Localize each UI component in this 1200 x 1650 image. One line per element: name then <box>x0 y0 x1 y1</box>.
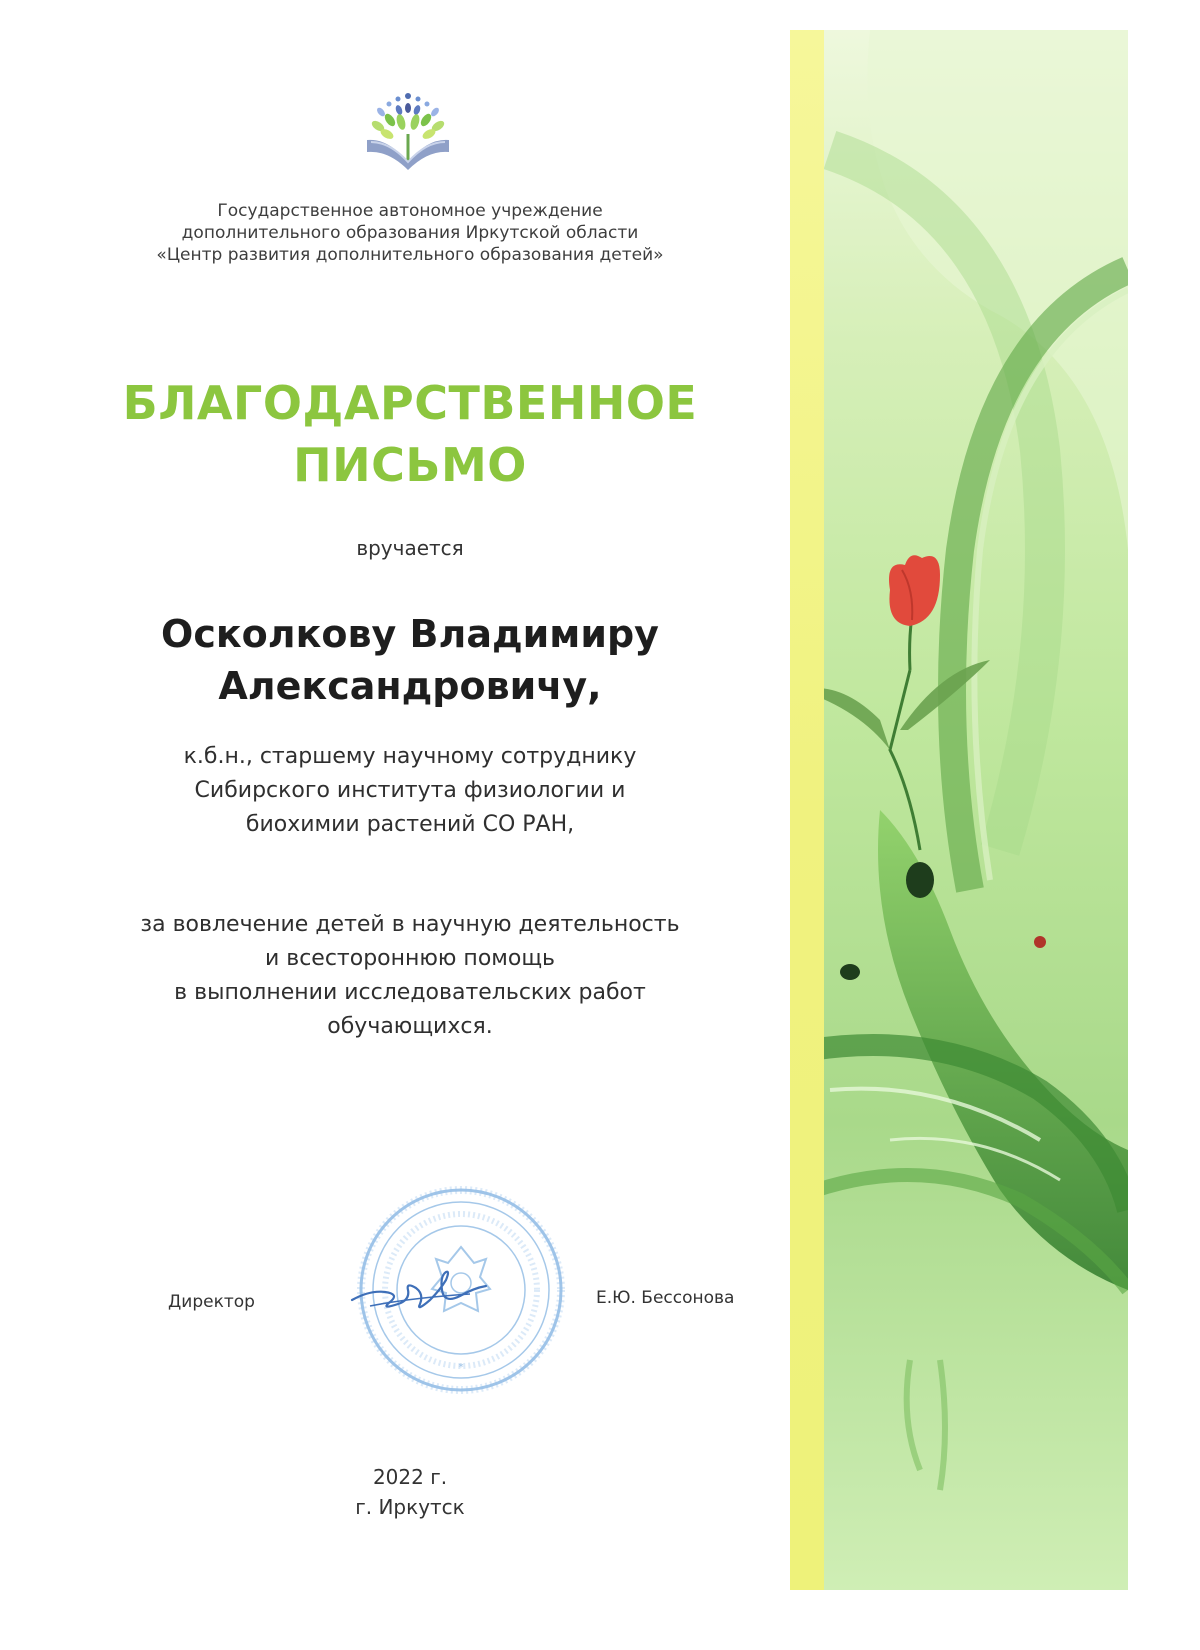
decorative-art-panel <box>790 30 1128 1590</box>
organization-line-2: дополнительного образования Иркутской области <box>181 223 639 243</box>
reason-line-2: и всестороннюю помощь <box>264 946 556 971</box>
yellow-accent-stripe <box>790 30 824 1590</box>
tree-book-logo-icon <box>363 90 453 174</box>
reason-line-1: за вовлечение детей в научную деятельность <box>140 912 680 937</box>
position-line-2: Сибирского института физиологии и <box>194 778 626 803</box>
title-line-1: БЛАГОДАРСТВЕННОЕ <box>122 376 698 430</box>
document-title <box>80 372 740 496</box>
footer-city: г. Иркутск <box>355 1495 465 1519</box>
organization-header <box>120 200 700 266</box>
position-line-3: биохимии растений СО РАН, <box>245 812 575 837</box>
director-name: Е.Ю. Бессонова <box>596 1288 735 1308</box>
footer <box>310 1462 510 1522</box>
recipient-line-2: Александровичу, <box>218 664 602 708</box>
recipient-position <box>110 740 710 842</box>
footer-year: 2022 г. <box>372 1465 448 1489</box>
handwritten-signature-icon <box>350 1260 490 1324</box>
award-reason <box>90 908 730 1044</box>
recipient-line-1: Осколкову Владимиру <box>161 612 659 656</box>
recipient-name <box>90 608 730 712</box>
director-role-label: Директор <box>168 1292 255 1312</box>
reason-line-4: обучающихся. <box>327 1014 493 1039</box>
svg-text:*: * <box>458 1362 464 1373</box>
presented-to-label: вручается <box>356 536 464 560</box>
title-line-2: ПИСЬМО <box>293 438 527 492</box>
organization-line-1: Государственное автономное учреждение <box>217 201 603 221</box>
organization-line-3: «Центр развития дополнительного образования детей» <box>156 245 664 265</box>
position-line-1: к.б.н., старшему научному сотруднику <box>183 744 637 769</box>
reason-line-3: в выполнении исследовательских работ <box>174 980 646 1005</box>
